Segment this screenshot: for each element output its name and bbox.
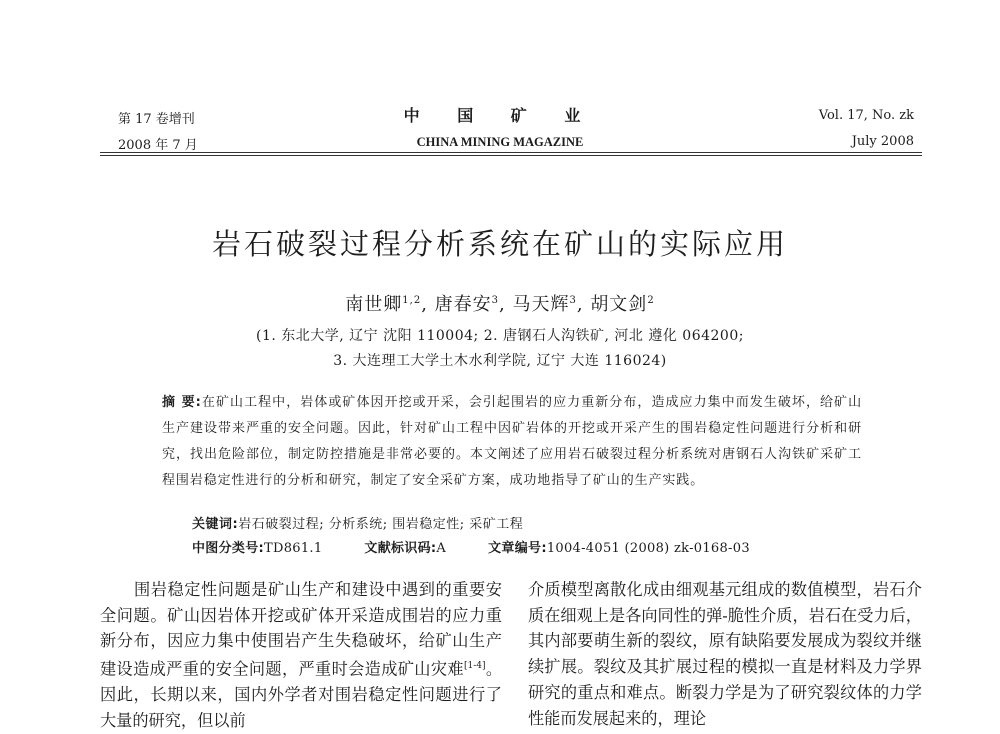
author-name: 南世卿 bbox=[345, 294, 403, 315]
keywords-value: 岩石破裂过程; 分析系统; 围岩稳定性; 采矿工程 bbox=[238, 517, 524, 532]
body-left-text: 围岩稳定性问题是矿山生产和建设中遇到的重要安全问题。矿山因岩体开挖或矿体开采造成围岩的应力重新分布，因应力集中使围岩产生失稳破坏，给矿山生产建设造成严重的安全问题，严重时会造成矿山灾难 bbox=[100, 580, 502, 679]
publication-date-en: July 2008 bbox=[851, 134, 914, 149]
author-list: 南世卿$^{1,2}$, 唐春安$^3$, 马天辉$^3$, 胡文剑$^2$ bbox=[345, 294, 655, 315]
body-left-column bbox=[100, 577, 502, 734]
abstract-text: 在矿山工程中，岩体或矿体因开挖或开采，会引起围岩的应力重新分布，造成应力集中而发生破坏，给矿山生产建设带来严重的安全问题。因此，针对矿山工程中因矿岩体的开挖或开采产生的围岩稳定性问题进行分析和研究，找出危险部位，制定防控措施是非常必要的。本文阐述了应用岩石破裂过程分析系统对唐钢石人沟铁矿采矿工程围岩稳定性进行的分析和研究，制定了安全采矿方案，成功地指导了矿山的生产实践。 bbox=[162, 395, 862, 488]
journal-name-cn: 中 国 矿 业 bbox=[403, 106, 597, 125]
paper-title: 岩石破裂过程分析系统在矿山的实际应用 bbox=[211, 227, 788, 261]
doc-code-value: A bbox=[436, 541, 447, 556]
header-rule-bottom bbox=[100, 155, 922, 156]
body-left-text-cont: 。因此，长期以来，国内外学者对围岩稳定性问题进行了大量的研究，但以前 bbox=[100, 659, 503, 730]
volume-issue-en: Vol. 17, No. zk bbox=[818, 108, 914, 123]
clc-value: TD861.1 bbox=[264, 541, 323, 556]
keywords-label: 关键词: bbox=[192, 517, 239, 532]
author-affiliation-mark: 2 bbox=[647, 295, 655, 306]
author-affiliation-mark: 3 bbox=[569, 295, 577, 306]
journal-name-en: CHINA MINING MAGAZINE bbox=[416, 135, 584, 149]
body-right-column: 介质模型离散化成由细观基元组成的数值模型，岩石介质在细观上是各向同性的弹-脆性介质，岩石在受力后，其内部要萌生新的裂纹，原有缺陷要发展成为裂纹并继续扩展。裂纹及其扩展过程的模拟一直是材料及力学界研究的重点和难点。断裂力学是为了研究裂纹体的力学性能而发展起来的，理论 bbox=[528, 580, 922, 728]
header-rule-top bbox=[100, 152, 922, 153]
affiliations-line-2: 3. 大连理工大学土木水利学院, 辽宁 大连 116024) bbox=[333, 353, 667, 369]
author-affiliation-mark: 1,2 bbox=[402, 295, 422, 306]
abstract bbox=[162, 390, 862, 494]
author-affiliation-mark: 3 bbox=[491, 295, 500, 306]
author-name: 马天辉 bbox=[512, 294, 570, 315]
citation-ref: [1-4] bbox=[463, 661, 486, 672]
doc-code-label: 文献标识码: bbox=[364, 541, 437, 556]
publication-date-cn: 2008 年 7 月 bbox=[118, 138, 198, 153]
volume-issue-label: 第 17 卷增刊 bbox=[118, 112, 195, 127]
abstract-label: 摘 要: bbox=[162, 395, 202, 410]
keywords bbox=[192, 513, 523, 532]
affiliations-line-1: (1. 东北大学, 辽宁 沈阳 110004; 2. 唐钢石人沟铁矿, 河北 遵化 064200; bbox=[256, 328, 744, 344]
author-name: 唐春安 bbox=[434, 294, 492, 315]
article-no-label: 文章编号: bbox=[488, 541, 547, 556]
classification-line bbox=[192, 537, 750, 556]
article-no-value: 1004-4051 (2008) zk-0168-03 bbox=[546, 541, 750, 556]
clc-label: 中图分类号: bbox=[192, 541, 264, 556]
author-name: 胡文剑 bbox=[590, 294, 648, 315]
